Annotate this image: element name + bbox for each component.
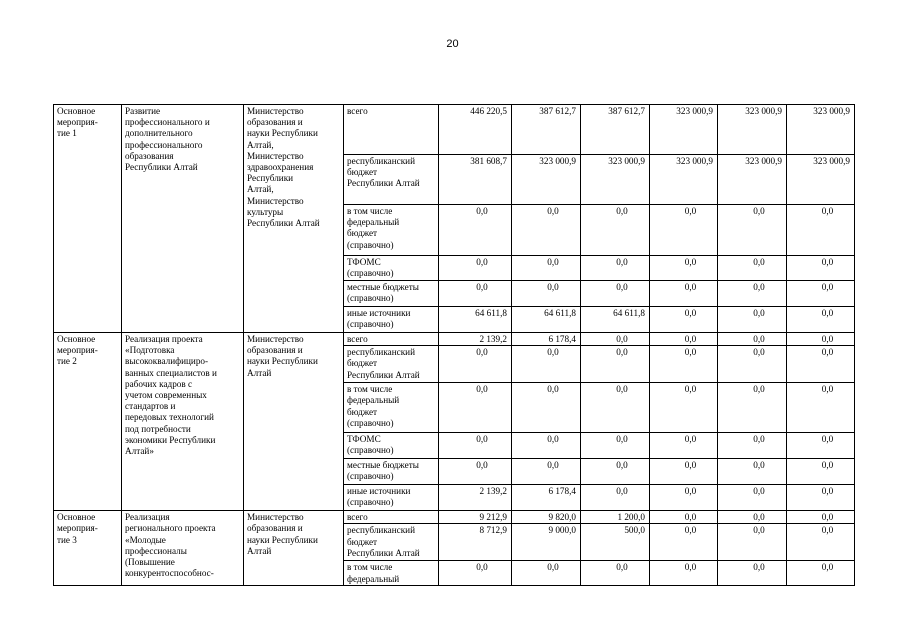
amount-cell: 0,0 [787, 256, 855, 281]
funding-source-cell: в том числе федеральный бюджет (справочно) [344, 383, 439, 433]
amount-cell: 0,0 [787, 433, 855, 459]
amount-cell: 0,0 [581, 485, 650, 511]
amount-cell: 0,0 [787, 346, 855, 383]
amount-cell: 0,0 [581, 459, 650, 485]
amount-cell: 0,0 [650, 561, 718, 585]
amount-cell: 0,0 [718, 459, 787, 485]
amount-cell: 64 611,8 [581, 307, 650, 333]
amount-cell: 0,0 [787, 333, 855, 346]
amount-cell: 0,0 [718, 256, 787, 281]
amount-cell: 0,0 [581, 205, 650, 256]
amount-cell: 0,0 [718, 383, 787, 433]
amount-cell: 500,0 [581, 524, 650, 561]
funding-source-cell: республиканский бюджет Республики Алтай [344, 524, 439, 561]
executor-name: Министерство культуры Республики Алтай [247, 195, 320, 229]
executors-cell [244, 511, 344, 586]
amount-cell: 323 000,9 [650, 105, 718, 155]
amount-cell: 0,0 [718, 433, 787, 459]
amount-cell: 0,0 [787, 561, 855, 585]
amount-cell: 2 139,2 [439, 485, 512, 511]
amount-cell: 0,0 [581, 256, 650, 281]
amount-cell: 0,0 [650, 256, 718, 281]
amount-cell: 0,0 [650, 433, 718, 459]
amount-cell: 0,0 [787, 485, 855, 511]
amount-cell: 323 000,9 [787, 105, 855, 155]
funding-source-cell: иные источники (справочно) [344, 307, 439, 333]
table-row [54, 511, 855, 524]
table-row [54, 105, 855, 155]
funding-source-cell: всего [344, 511, 439, 524]
amount-cell: 9 000,0 [512, 524, 581, 561]
amount-cell: 0,0 [512, 281, 581, 307]
amount-cell: 0,0 [581, 383, 650, 433]
amount-cell: 0,0 [439, 256, 512, 281]
executors-cell [244, 105, 344, 333]
amount-cell: 0,0 [718, 281, 787, 307]
amount-cell: 0,0 [787, 459, 855, 485]
funding-source-cell: ТФОМС (справочно) [344, 256, 439, 281]
amount-cell: 0,0 [787, 281, 855, 307]
table-body [54, 105, 855, 586]
amount-cell: 387 612,7 [581, 105, 650, 155]
amount-cell: 0,0 [718, 511, 787, 524]
amount-cell: 0,0 [650, 459, 718, 485]
amount-cell: 0,0 [787, 511, 855, 524]
amount-cell: 0,0 [650, 511, 718, 524]
amount-cell: 0,0 [650, 524, 718, 561]
amount-cell: 0,0 [718, 561, 787, 585]
amount-cell: 0,0 [581, 281, 650, 307]
amount-cell: 64 611,8 [439, 307, 512, 333]
amount-cell: 6 178,4 [512, 333, 581, 346]
amount-cell: 0,0 [512, 561, 581, 585]
amount-cell: 0,0 [512, 256, 581, 281]
amount-cell: 323 000,9 [787, 155, 855, 205]
amount-cell: 0,0 [650, 333, 718, 346]
amount-cell: 0,0 [787, 205, 855, 256]
funding-source-cell: местные бюджеты (справочно) [344, 281, 439, 307]
amount-cell: 0,0 [512, 433, 581, 459]
funding-source-cell: всего [344, 105, 439, 155]
amount-cell: 9 212,9 [439, 511, 512, 524]
amount-cell: 323 000,9 [512, 155, 581, 205]
amount-cell: 0,0 [787, 383, 855, 433]
amount-cell: 0,0 [718, 333, 787, 346]
amount-cell: 0,0 [718, 346, 787, 383]
amount-cell: 0,0 [439, 459, 512, 485]
executor-name: Министерство здравоохранения Республики Алтай, [247, 150, 314, 195]
amount-cell: 381 608,7 [439, 155, 512, 205]
amount-cell: 1 200,0 [581, 511, 650, 524]
amount-cell: 387 612,7 [512, 105, 581, 155]
funding-source-cell: в том числе федеральный [344, 561, 439, 585]
amount-cell: 0,0 [439, 281, 512, 307]
event-cell: Основное мероприя- тие 3 [54, 511, 122, 586]
amount-cell: 323 000,9 [718, 155, 787, 205]
amount-cell: 0,0 [581, 561, 650, 585]
amount-cell: 0,0 [650, 346, 718, 383]
amount-cell: 0,0 [787, 524, 855, 561]
amount-cell: 0,0 [439, 433, 512, 459]
event-name-cell: Реализация регионального проекта «Молодые профессионалы (Повышение конкурентоспособнос- [122, 511, 244, 586]
funding-source-cell: республиканский бюджет Республики Алтай [344, 346, 439, 383]
event-cell: Основное мероприя- тие 2 [54, 333, 122, 511]
amount-cell: 0,0 [581, 433, 650, 459]
funding-source-cell: местные бюджеты (справочно) [344, 459, 439, 485]
amount-cell: 0,0 [439, 346, 512, 383]
amount-cell: 446 220,5 [439, 105, 512, 155]
amount-cell: 0,0 [650, 205, 718, 256]
amount-cell: 0,0 [718, 524, 787, 561]
event-name-cell: Реализация проекта «Подготовка высококвалифициро- ванных специалистов и рабочих кадров с учетом современных стандартов и передовых технологий под потребности экономики Республики Алтай» [122, 333, 244, 511]
amount-cell: 0,0 [650, 307, 718, 333]
amount-cell: 0,0 [650, 383, 718, 433]
amount-cell: 0,0 [439, 561, 512, 585]
amount-cell: 323 000,9 [581, 155, 650, 205]
funding-source-cell: всего [344, 333, 439, 346]
amount-cell: 0,0 [718, 307, 787, 333]
event-name-cell: Развитие профессионального и дополнительного профессионального образования Республики Алтай [122, 105, 244, 333]
funding-source-cell: ТФОМС (справочно) [344, 433, 439, 459]
amount-cell: 0,0 [512, 346, 581, 383]
budget-table [53, 104, 855, 586]
amount-cell: 0,0 [718, 205, 787, 256]
amount-cell: 64 611,8 [512, 307, 581, 333]
amount-cell: 0,0 [650, 485, 718, 511]
executor-name: Министерство образования и науки Республики Алтай [247, 334, 318, 378]
amount-cell: 8 712,9 [439, 524, 512, 561]
amount-cell: 0,0 [512, 459, 581, 485]
amount-cell: 6 178,4 [512, 485, 581, 511]
amount-cell: 9 820,0 [512, 511, 581, 524]
executor-name: Министерство образования и науки Республики Алтай, [247, 106, 318, 150]
executors-cell [244, 333, 344, 511]
amount-cell: 2 139,2 [439, 333, 512, 346]
amount-cell: 323 000,9 [650, 155, 718, 205]
amount-cell: 0,0 [718, 485, 787, 511]
amount-cell: 0,0 [512, 383, 581, 433]
amount-cell: 0,0 [439, 383, 512, 433]
event-cell: Основное мероприя- тие 1 [54, 105, 122, 333]
table-row [54, 333, 855, 346]
amount-cell: 0,0 [650, 281, 718, 307]
amount-cell: 0,0 [581, 333, 650, 346]
amount-cell: 0,0 [787, 307, 855, 333]
amount-cell: 0,0 [512, 205, 581, 256]
executor-name: Министерство образования и науки Республики Алтай [247, 512, 318, 556]
funding-source-cell: республиканский бюджет Республики Алтай [344, 155, 439, 205]
amount-cell: 0,0 [581, 346, 650, 383]
funding-source-cell: иные источники (справочно) [344, 485, 439, 511]
page-number: 20 [446, 38, 459, 50]
amount-cell: 323 000,9 [718, 105, 787, 155]
amount-cell: 0,0 [439, 205, 512, 256]
funding-source-cell: в том числе федеральный бюджет (справочно) [344, 205, 439, 256]
